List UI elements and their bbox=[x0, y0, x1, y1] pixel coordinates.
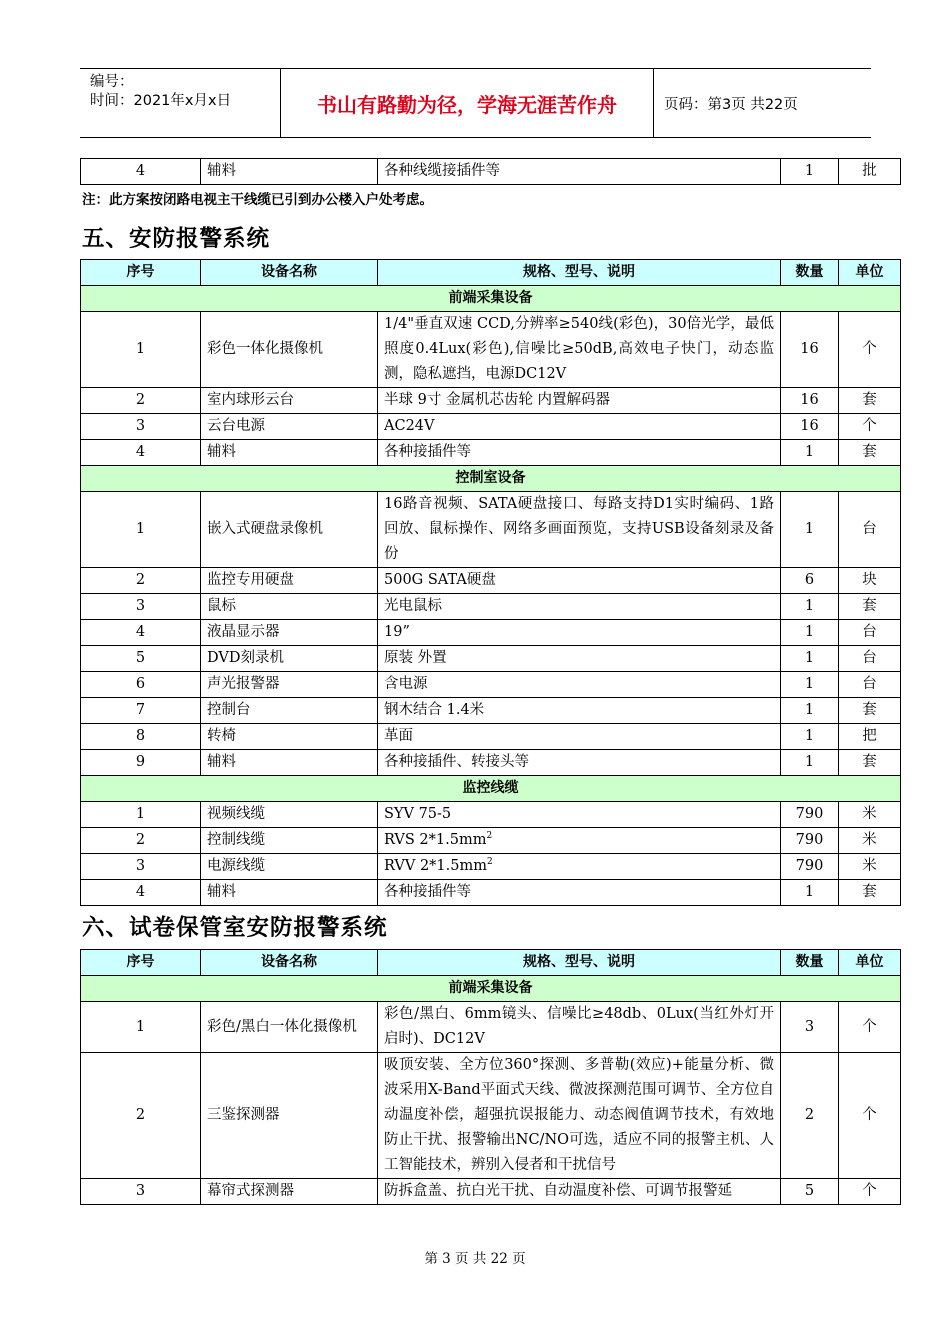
page-footer: 第 3 页 共 22 页 bbox=[424, 1251, 526, 1267]
table-header: 序号 设备名称 规格、型号、说明 数量 单位 bbox=[81, 260, 901, 286]
continuation-table bbox=[80, 158, 901, 185]
table-row: 3 云台电源 AC24V 16 个 bbox=[81, 414, 901, 440]
exam-room-security-table bbox=[80, 949, 901, 1205]
table-row: 8 转椅 革面 1 把 bbox=[81, 724, 901, 750]
table-row: 1 彩色一体化摄像机 1/4"垂直双速 CCD,分辨率≥540线(彩色)，30倍光学，最低照度0.4Lux(彩色),信噪比≥50dB,高效电子快门，动态监测，隐私遮挡，电源DC12V 16 个 bbox=[81, 312, 901, 388]
group-header: 前端采集设备 bbox=[81, 976, 901, 1002]
table-row: 4 辅料 各种接插件等 1 套 bbox=[81, 440, 901, 466]
table-row: 9 辅料 各种接插件、转接头等 1 套 bbox=[81, 750, 901, 776]
table-row: 4 辅料 各种接插件等 1 套 bbox=[81, 880, 901, 906]
table-row: 7 控制台 钢木结合 1.4米 1 套 bbox=[81, 698, 901, 724]
header-page: 页码：第3页 共22页 bbox=[664, 96, 798, 113]
table-row: 4 液晶显示器 19” 1 台 bbox=[81, 620, 901, 646]
header-motto: 书山有路勤为径，学海无涯苦作舟 bbox=[281, 69, 654, 137]
section-heading-6: 六、试卷保管室安防报警系统 bbox=[82, 915, 388, 941]
table-row: 1 嵌入式硬盘录像机 16路音视频、SATA硬盘接口、每路支持D1实时编码、1路回放、鼠标操作、网络多画面预览，支持USB设备刻录及备份 1 台 bbox=[81, 492, 901, 568]
table-header: 序号 设备名称 规格、型号、说明 数量 单位 bbox=[81, 950, 901, 976]
page-header bbox=[80, 68, 871, 138]
doc-time: 时间：2021年x月x日 bbox=[90, 93, 232, 109]
note-text: 注：此方案按闭路电视主干线缆已引到办公楼入户处考虑。 bbox=[82, 192, 433, 208]
table-row: 3 幕帘式探测器 防拆盒盖、抗白光干扰、自动温度补偿、可调节报警延 5 个 bbox=[81, 1179, 901, 1205]
table-row: 5 DVD刻录机 原装 外置 1 台 bbox=[81, 646, 901, 672]
table-row: 2 三鉴探测器 吸顶安装、全方位360°探测、多普勒(效应)+能量分析、微波采用X-Band平面式天线、微波探测范围可调节、全方位自动温度补偿，超强抗误报能力、动态阀值调节技术，有效地防止干扰、报警输出NC/NO可选，适应不同的报警主机、人工智能技术，辨别入侵者和干扰信号 2 个 bbox=[81, 1053, 901, 1179]
table-row: 1 彩色/黑白一体化摄像机 彩色/黑白、6mm镜头、信噪比≥48db、0Lux(当红外灯开启时)、DC12V 3 个 bbox=[81, 1002, 901, 1053]
group-header: 监控线缆 bbox=[81, 776, 901, 802]
security-system-table bbox=[80, 259, 901, 906]
group-header: 控制室设备 bbox=[81, 466, 901, 492]
table-row: 3 鼠标 光电鼠标 1 套 bbox=[81, 594, 901, 620]
doc-number: 编号： bbox=[90, 74, 134, 90]
table-row: 6 声光报警器 含电源 1 台 bbox=[81, 672, 901, 698]
header-meta bbox=[80, 69, 281, 137]
table-row: 2 室内球形云台 半球 9寸 金属机芯齿轮 内置解码器 16 套 bbox=[81, 388, 901, 414]
table-row: 3 电源线缆 RVV $2*1.5mm^2$ 790 米 bbox=[81, 854, 901, 880]
table-row: 2 监控专用硬盘 500G SATA硬盘 6 块 bbox=[81, 568, 901, 594]
table-row: 1 视频线缆 SYV 75-5 790 米 bbox=[81, 802, 901, 828]
group-header: 前端采集设备 bbox=[81, 286, 901, 312]
table-row: 2 控制线缆 RVS $2*1.5mm^2$ 790 米 bbox=[81, 828, 901, 854]
table-row: 4 辅料 各种线缆接插件等 1 批 bbox=[81, 159, 901, 185]
section-heading-5: 五、安防报警系统 bbox=[82, 226, 271, 252]
